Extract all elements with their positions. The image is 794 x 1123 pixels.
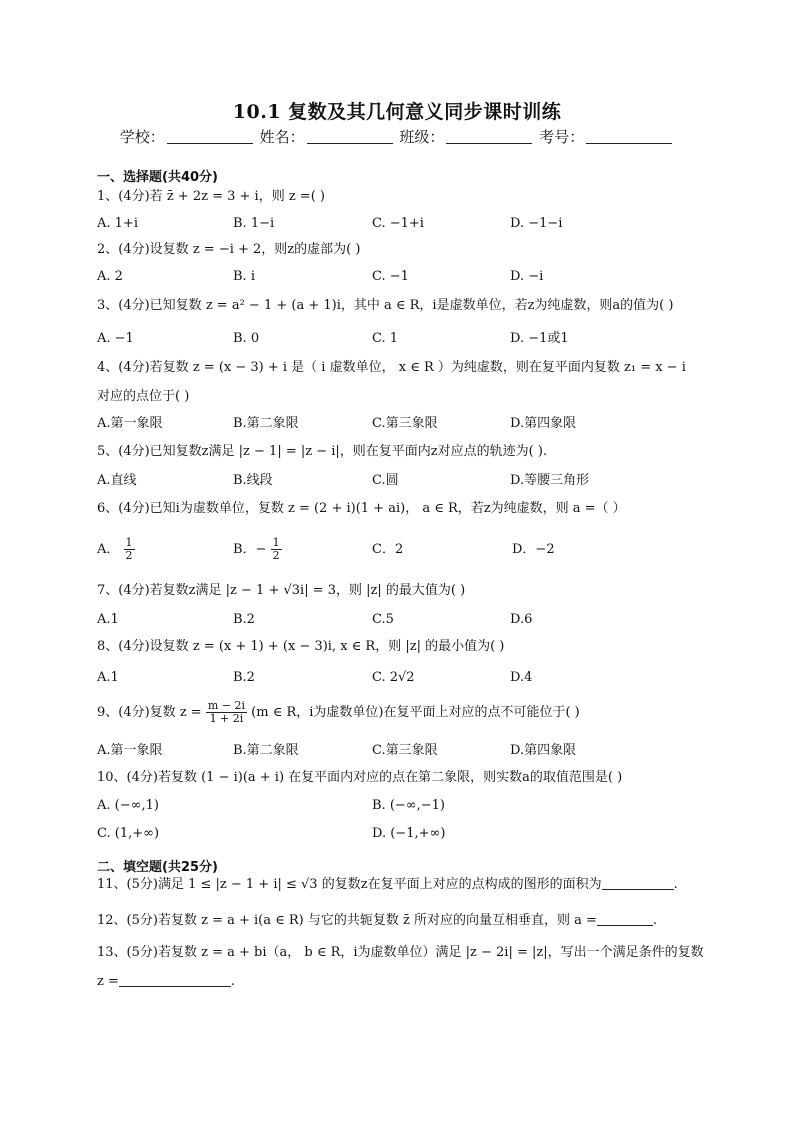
answer-blank-11[interactable]: [602, 877, 674, 890]
question-4-continued: 对应的点位于( ): [97, 389, 190, 404]
q3-option-b[interactable]: B. 0: [233, 331, 260, 346]
question-9: [97, 700, 580, 725]
question-12-end: .: [652, 913, 658, 928]
q10-option-b[interactable]: B. (−∞,−1): [372, 798, 445, 813]
q7-option-b[interactable]: B.2: [233, 612, 255, 627]
q3-option-c[interactable]: C. 1: [372, 331, 399, 346]
q3-option-d[interactable]: D. −1或1: [510, 331, 569, 346]
question-6: 6、(4分)已知i为虚数单位，复数 z = (2 + i)(1 + ai)， a ∈ R，若z为纯虚数，则 a =（ ）: [97, 501, 626, 516]
q6-option-d[interactable]: D．−2: [512, 542, 555, 557]
q7-option-d[interactable]: D.6: [510, 612, 533, 627]
name-label: 姓名：: [259, 128, 305, 146]
fraction-denominator: 1 + 2i: [209, 712, 244, 725]
question-13-z: z =: [97, 974, 119, 989]
q8-option-a[interactable]: A.1: [97, 670, 119, 685]
fraction-denominator: 2: [272, 549, 280, 562]
q9-option-a[interactable]: A.第一象限: [97, 743, 163, 758]
question-2: 2、(4分)设复数 z = −i + 2，则z的虚部为( ): [97, 242, 361, 257]
q7-option-a[interactable]: A.1: [97, 612, 119, 627]
question-5: 5、(4分)已知复数z满足 |z − 1| = |z − i|，则在复平面内z对应点的轨迹为( ).: [97, 444, 548, 459]
question-1: 1、(4分)若 z̄ + 2z = 3 + i，则 z =( ): [97, 189, 325, 204]
q6-option-b-fraction: [271, 537, 282, 562]
q1-option-d[interactable]: D. −1−i: [510, 216, 563, 231]
question-13-continued: [97, 973, 235, 991]
question-9-fraction: [206, 700, 247, 725]
q4-option-d[interactable]: D.第四象限: [510, 416, 577, 431]
fraction-numerator: 1: [272, 536, 280, 549]
answer-blank-13[interactable]: [119, 974, 231, 987]
section-fill-heading: 二、填空题(共25分): [97, 860, 218, 875]
q10-option-d[interactable]: D. (−1,+∞): [372, 826, 446, 841]
q2-option-c[interactable]: C. −1: [372, 269, 409, 284]
q8-option-d[interactable]: D.4: [510, 670, 533, 685]
q1-option-a[interactable]: A. 1+i: [97, 216, 138, 231]
q6-option-a-label: A．: [97, 542, 120, 557]
q8-option-c[interactable]: C. 2√2: [372, 670, 415, 685]
question-9-suffix: (m ∈ R，i为虚数单位)在复平面上对应的点不可能位于( ): [251, 705, 580, 720]
q5-option-a[interactable]: A.直线: [97, 473, 137, 488]
q2-option-a[interactable]: A. 2: [97, 269, 123, 284]
fraction-numerator: 1: [125, 536, 133, 549]
class-blank[interactable]: [446, 129, 532, 144]
q4-option-a[interactable]: A.第一象限: [97, 416, 163, 431]
q10-option-a[interactable]: A. (−∞,1): [97, 798, 159, 813]
question-12: [97, 912, 657, 930]
question-11-text: 11、(5分)满足 1 ≤ |z − 1 + i| ≤ √3 的复数z在复平面上对应的点构成的图形的面积为: [97, 877, 602, 892]
school-label: 学校：: [119, 128, 165, 146]
q1-option-c[interactable]: C. −1+i: [372, 216, 424, 231]
fraction-numerator: m − 2i: [207, 699, 246, 712]
class-label: 班级：: [399, 128, 445, 146]
question-12-text: 12、(5分)若复数 z = a + i(a ∈ R) 与它的共轭复数 z̄ 所对应的向量互相垂直，则 a =: [97, 913, 597, 928]
page-title: 10.1 复数及其几何意义同步课时训练: [232, 101, 562, 123]
q8-option-b[interactable]: B.2: [233, 670, 255, 685]
q6-option-b[interactable]: [233, 537, 282, 562]
fraction-denominator: 2: [125, 549, 133, 562]
question-11-end: .: [673, 877, 678, 892]
student-info-line: [0, 126, 794, 147]
q6-option-b-label: B．−: [233, 542, 267, 557]
q3-option-a[interactable]: A. −1: [97, 331, 134, 346]
q7-option-c[interactable]: C.5: [372, 612, 394, 627]
q2-option-d[interactable]: D. −i: [510, 269, 544, 284]
question-8: 8、(4分)设复数 z = (x + 1) + (x − 3)i, x ∈ R，则 |z| 的最小值为( ): [97, 639, 505, 654]
q2-option-b[interactable]: B. i: [233, 269, 255, 284]
section-choice-heading: 一、选择题(共40分): [97, 170, 218, 185]
q6-option-a-fraction: [124, 537, 135, 562]
q10-option-c[interactable]: C. (1,+∞): [97, 826, 160, 841]
q9-option-d[interactable]: D.第四象限: [510, 743, 577, 758]
q5-option-d[interactable]: D.等腰三角形: [510, 473, 590, 488]
exam-number-label: 考号：: [539, 128, 585, 146]
question-4: 4、(4分)若复数 z = (x − 3) + i 是（ i 虚数单位， x ∈ R ）为纯虚数，则在复平面内复数 z₁ = x − i: [97, 360, 686, 375]
answer-blank-12[interactable]: [597, 913, 653, 926]
q1-option-b[interactable]: B. 1−i: [233, 216, 275, 231]
q6-option-c[interactable]: C．2: [372, 542, 404, 557]
q9-option-b[interactable]: B.第二象限: [233, 743, 299, 758]
q4-option-c[interactable]: C.第三象限: [372, 416, 438, 431]
question-13-end: .: [230, 974, 236, 989]
question-11: [97, 876, 678, 894]
question-13: 13、(5分)若复数 z = a + bi（a， b ∈ R，i为虚数单位）满足 |z − 2i| = |z|，写出一个满足条件的复数: [97, 945, 704, 960]
q5-option-c[interactable]: C.圆: [372, 473, 399, 488]
name-blank[interactable]: [307, 129, 393, 144]
school-blank[interactable]: [167, 129, 253, 144]
question-3: 3、(4分)已知复数 z = a² − 1 + (a + 1)i，其中 a ∈ R，i是虚数单位，若z为纯虚数，则a的值为( ): [97, 298, 674, 313]
q6-option-a[interactable]: [97, 537, 135, 562]
question-10: 10、(4分)若复数 (1 − i)(a + i) 在复平面内对应的点在第二象限，则实数a的取值范围是( ): [97, 770, 623, 785]
exam-number-blank[interactable]: [586, 129, 672, 144]
q4-option-b[interactable]: B.第二象限: [233, 416, 299, 431]
q9-option-c[interactable]: C.第三象限: [372, 743, 438, 758]
question-9-prefix: 9、(4分)复数 z =: [97, 705, 202, 720]
question-7: 7、(4分)若复数z满足 |z − 1 + √3i| = 3，则 |z| 的最大值为( ): [97, 583, 466, 598]
q5-option-b[interactable]: B.线段: [233, 473, 273, 488]
